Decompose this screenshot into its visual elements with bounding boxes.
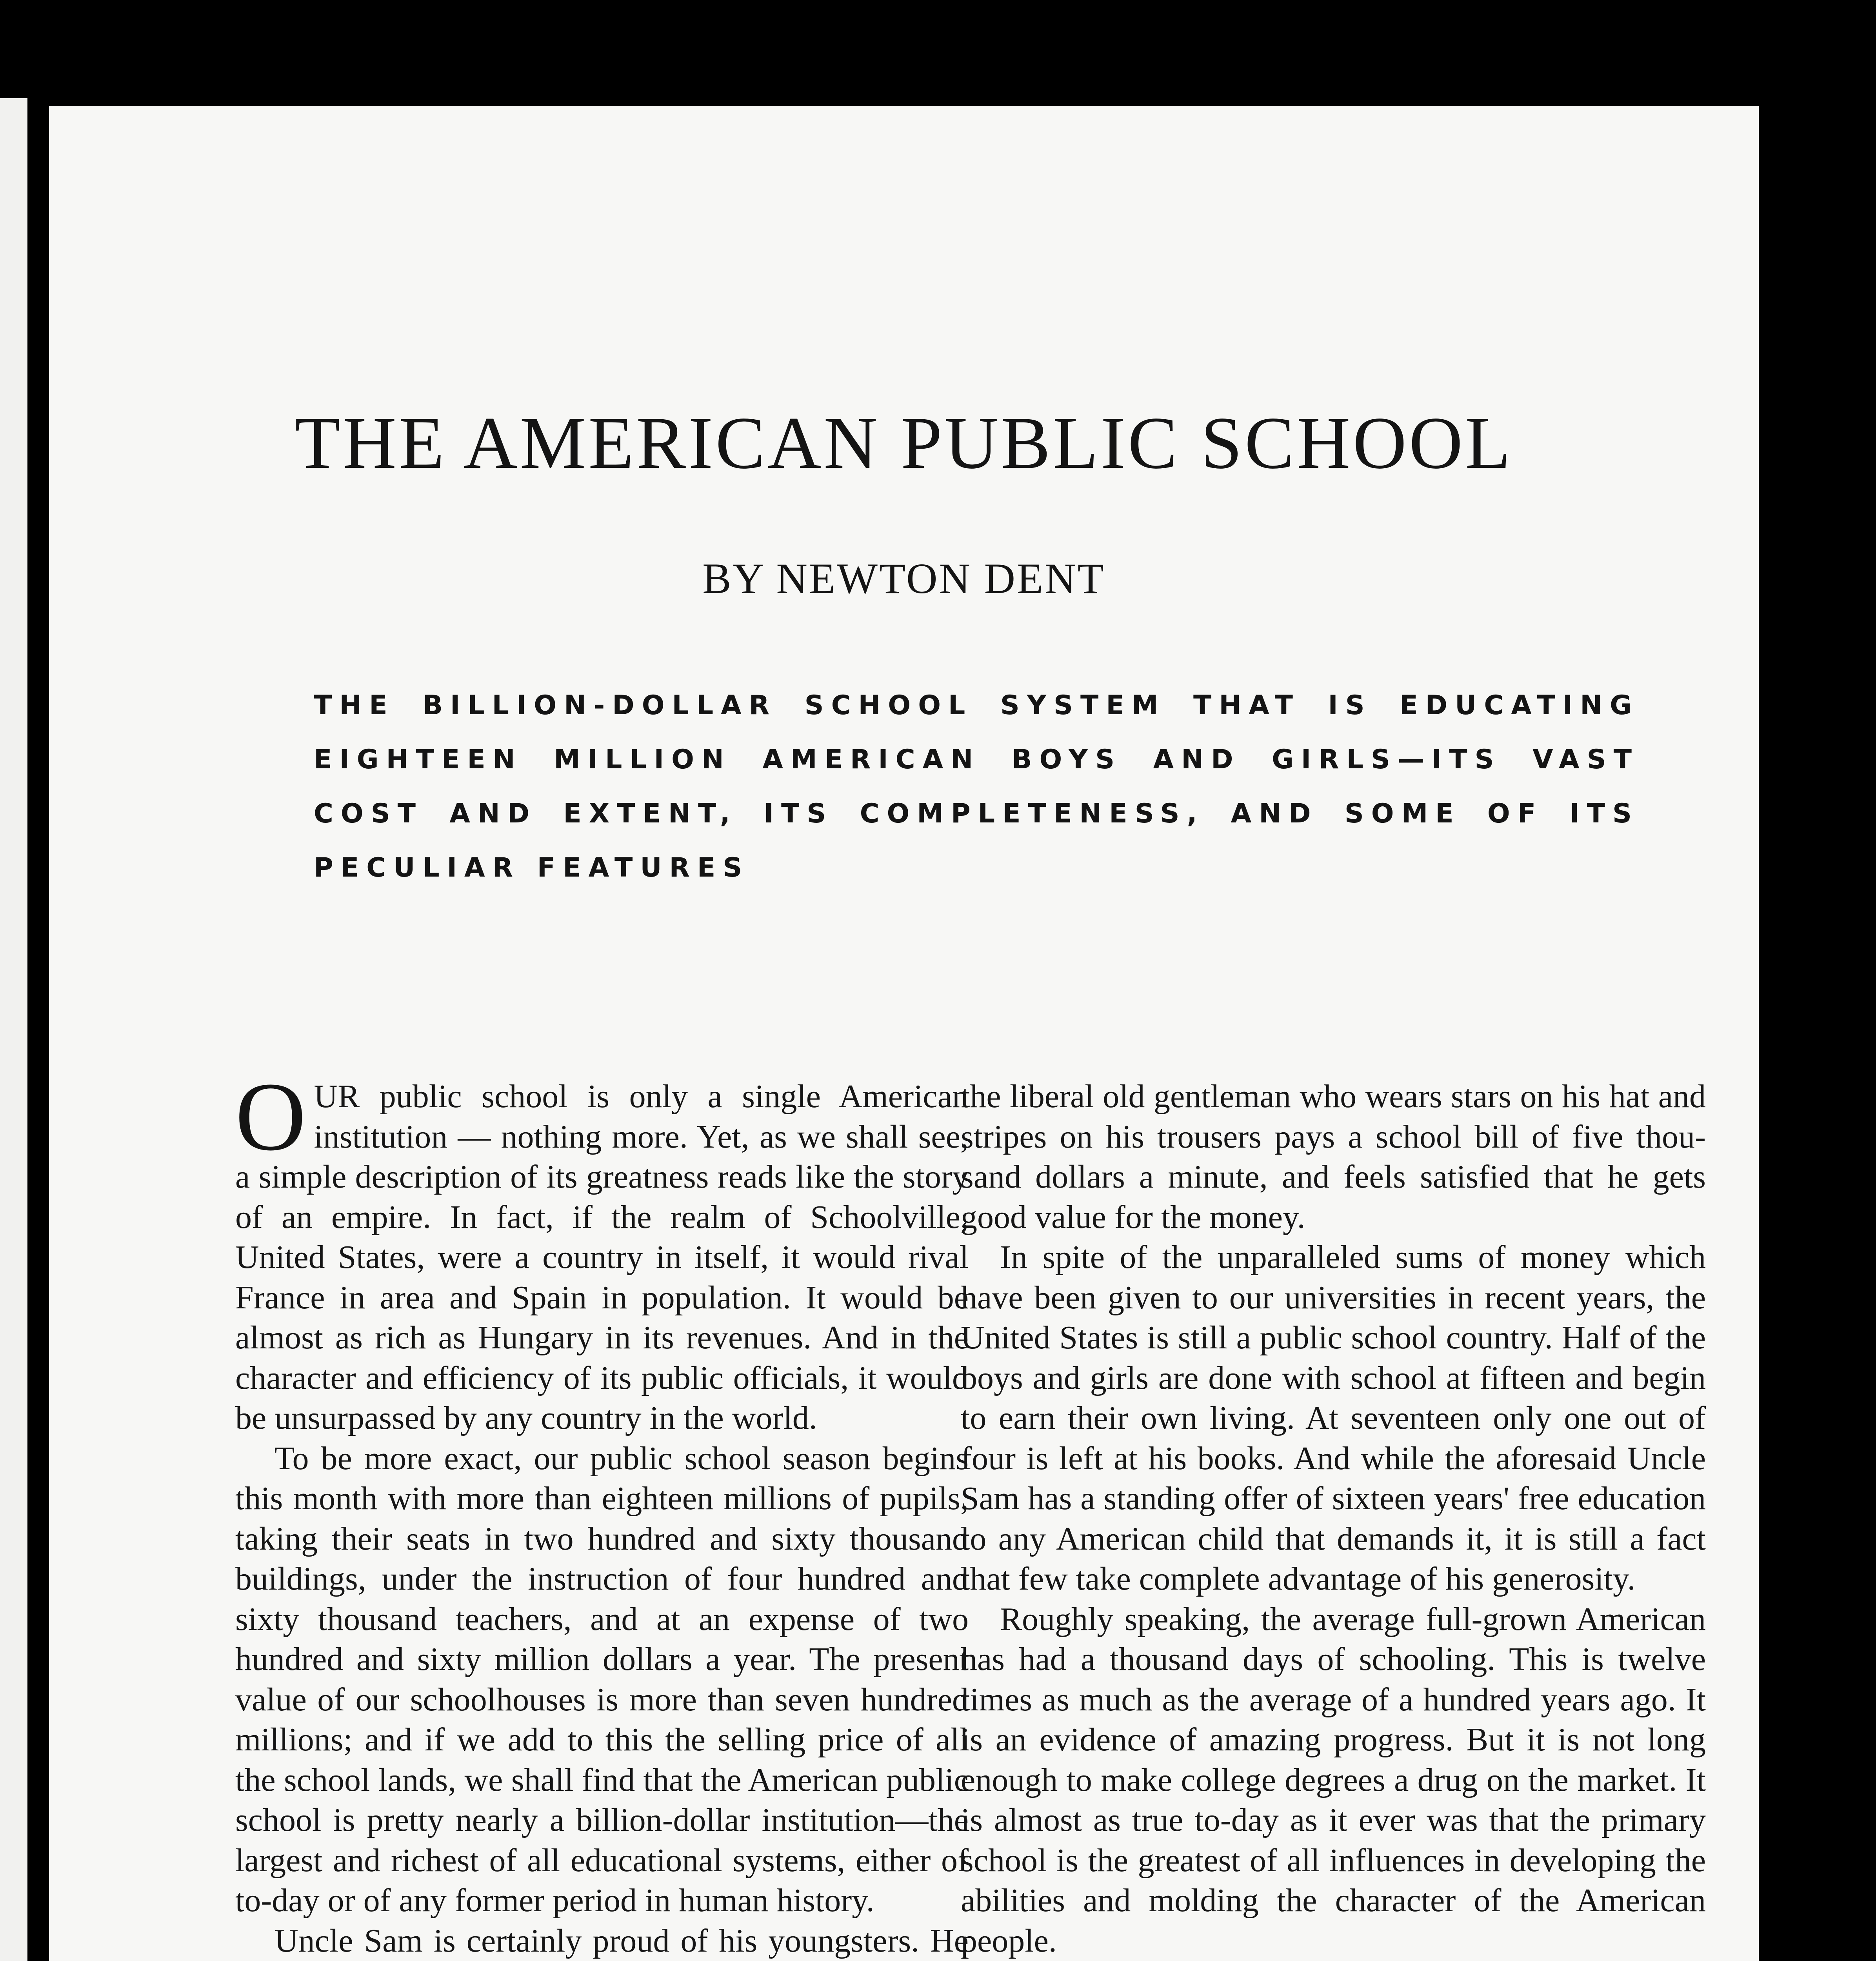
magazine-page bbox=[49, 106, 1759, 1961]
paragraph-text: UR public school is only a single American institution — nothing more. Yet, as we shall see, a simple description of its greatness reads like the story of an empire. In fact, if the realm of Schoolville, United States, were a country in itself, it would rival France in area and Spain in population. It would be almost as rich as Hungary in its revenues. And in the character and efficiency of its public officials, it would be unsurpassed by any country in the world. bbox=[235, 1078, 969, 1436]
adjacent-page-edge bbox=[0, 98, 27, 1961]
article-deck: THE BILLION-DOLLAR SCHOOL SYSTEM THAT IS EDUCATING EIGHTEEN MILLION AMERICAN BOYS AND GIRLS—ITS VAST COST AND EXTENT, ITS COMPLETENESS, AND SOME OF ITS PECULIAR FEATURES bbox=[314, 690, 1639, 883]
paragraph: the liberal old gentleman who wears stars on his hat and stripes on his trousers pays a school bill of five thousand dollars a minute, and feels satisfied that he gets good value for the money. bbox=[961, 1078, 1706, 1235]
column-left bbox=[235, 1062, 969, 1961]
column-right bbox=[961, 1077, 1706, 1961]
paragraph: To be more exact, our public school season begins this month with more than eighteen millions of pupils, taking their seats in two hundred and sixty thousand buildings, under the instruction of four hundred and sixty thousand teachers, and at an expense of two hundred and sixty million dollars a year. The present value of our schoolhouses is more than seven hundred millions; and if we add to this the selling price of all the school lands, we shall find that the American public school is pretty nearly a billion-dollar institution—the largest and richest of all educational systems, either of to-day or of any former period in human history. bbox=[235, 1440, 969, 1919]
drop-cap: O bbox=[235, 1062, 306, 1171]
paragraph bbox=[235, 1062, 969, 1439]
article-byline: BY NEWTON DENT bbox=[702, 555, 1105, 602]
paragraph: Roughly speaking, the average full-grown American has had a thousand days of schooling. This is twelve times as much as the average of a hundred years ago. It is an evidence of amazing progress. But it is not long enough to make college degrees a drug on the market. It is almost as true to-day as it ever was that the primary school is the greatest of all influences in developing the abilities and molding the character of the American people. bbox=[961, 1601, 1706, 1959]
article-title: THE AMERICAN PUBLIC SCHOOL bbox=[294, 402, 1513, 484]
paragraph: In spite of the unparalleled sums of money which have been given to our universities in recent years, the United States is still a public school country. Half of the boys and girls are done with school at fifteen and begin to earn their own living. At seventeen only one out of four is left at his books. And while the aforesaid Uncle Sam has a standing offer of sixteen years' free education to any American child that demands it, it is still a fact that few take complete advantage of his generosity. bbox=[961, 1239, 1706, 1597]
paragraph: Uncle Sam is certainly proud of his youngsters. He bbox=[274, 1922, 969, 1959]
